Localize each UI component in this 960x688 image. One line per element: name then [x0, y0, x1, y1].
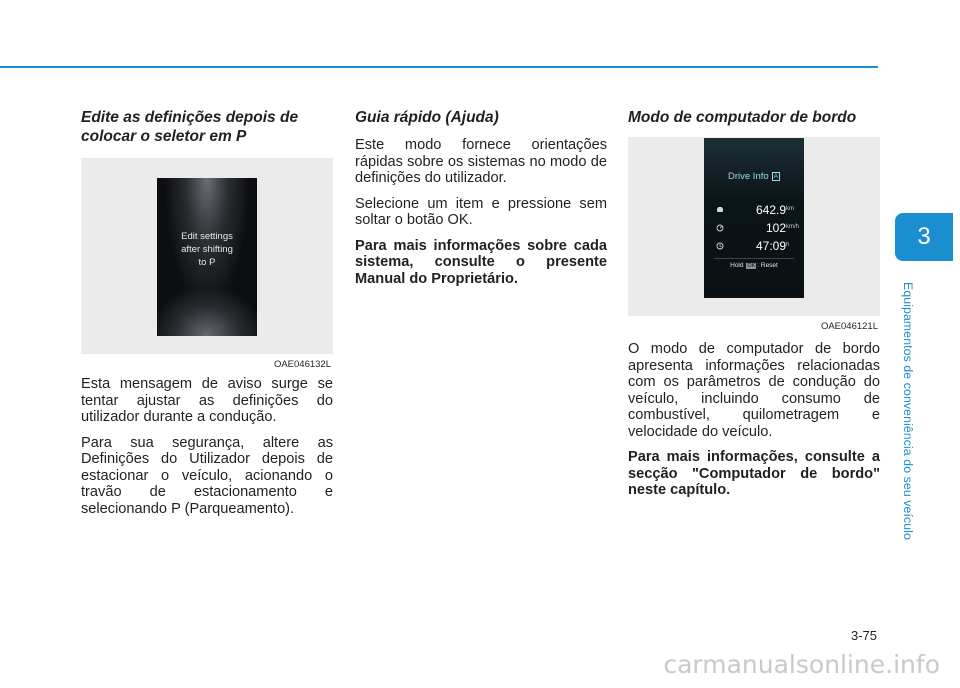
paragraph: O modo de computador de bordo apresenta informações relacionadas com os parâmetros de condução do veículo, incluindo consumo de combustível, quilometragem e velocidade do veículo.	[628, 341, 880, 440]
page-number: 3-75	[850, 628, 877, 643]
header-rule	[0, 66, 878, 68]
cluster-display	[704, 138, 804, 298]
speed-unit: km/h	[786, 224, 800, 230]
fuel-icon	[716, 206, 724, 214]
ok-key: OK	[747, 263, 756, 269]
time-value: 47:09	[755, 239, 786, 253]
chapter-tab	[895, 213, 953, 261]
distance-unit: km	[786, 206, 794, 212]
figure-drive-info	[628, 137, 880, 332]
column-edit-settings	[81, 108, 333, 526]
cluster-display	[157, 178, 257, 336]
bold-note: Para mais informações, consulte a secção "Computador de bordo" neste capítulo.	[628, 449, 880, 498]
figure-code: OAE046121L	[820, 321, 878, 332]
speed-icon	[716, 224, 724, 232]
distance-value: 642.9	[755, 203, 786, 217]
section-heading: Edite as definições depois de colocar o seletor em P	[81, 109, 299, 145]
time-row	[716, 238, 798, 254]
chapter-title-vertical: Equipamentos de conveniência do seu veículo	[901, 281, 915, 540]
paragraph: Para sua segurança, altere as Definições do Utilizador depois de estacionar o veículo, acionando o travão de estacionamento e selecionando P (Parqueamento).	[81, 434, 333, 517]
clock-icon	[716, 242, 724, 250]
divider	[714, 258, 794, 259]
watermark: carmanualsonline.info	[663, 650, 940, 679]
section-heading: Guia rápido (Ajuda)	[355, 109, 499, 126]
fuel-row	[716, 202, 798, 218]
speed-value: 102	[765, 221, 786, 235]
chapter-number: 3	[917, 223, 931, 250]
paragraph: Este modo fornece orientações rápidas sobre os sistemas no modo de definições do utilizador.	[355, 137, 607, 186]
speed-row	[716, 220, 798, 236]
time-unit: h	[786, 242, 790, 248]
section-heading: Modo de computador de bordo	[628, 109, 857, 126]
display-message: Edit settings after shifting to P	[181, 231, 233, 268]
reset-hint: Hold OK : Reset	[730, 262, 778, 269]
figure-edit-settings	[81, 158, 333, 370]
column-quick-guide	[355, 108, 607, 296]
drive-info-title: Drive Info A	[728, 171, 778, 182]
paragraph: Esta mensagem de aviso surge se tentar ajustar as definições do utilizador durante a condução.	[81, 376, 333, 425]
trip-a-badge: A	[773, 173, 778, 180]
column-trip-computer	[628, 108, 880, 508]
bold-note: Para mais informações sobre cada sistema, consulte o presente Manual do Proprietário.	[355, 237, 607, 287]
paragraph: Selecione um item e pressione sem soltar o botão OK.	[355, 195, 607, 228]
figure-code: OAE046132L	[273, 359, 331, 370]
